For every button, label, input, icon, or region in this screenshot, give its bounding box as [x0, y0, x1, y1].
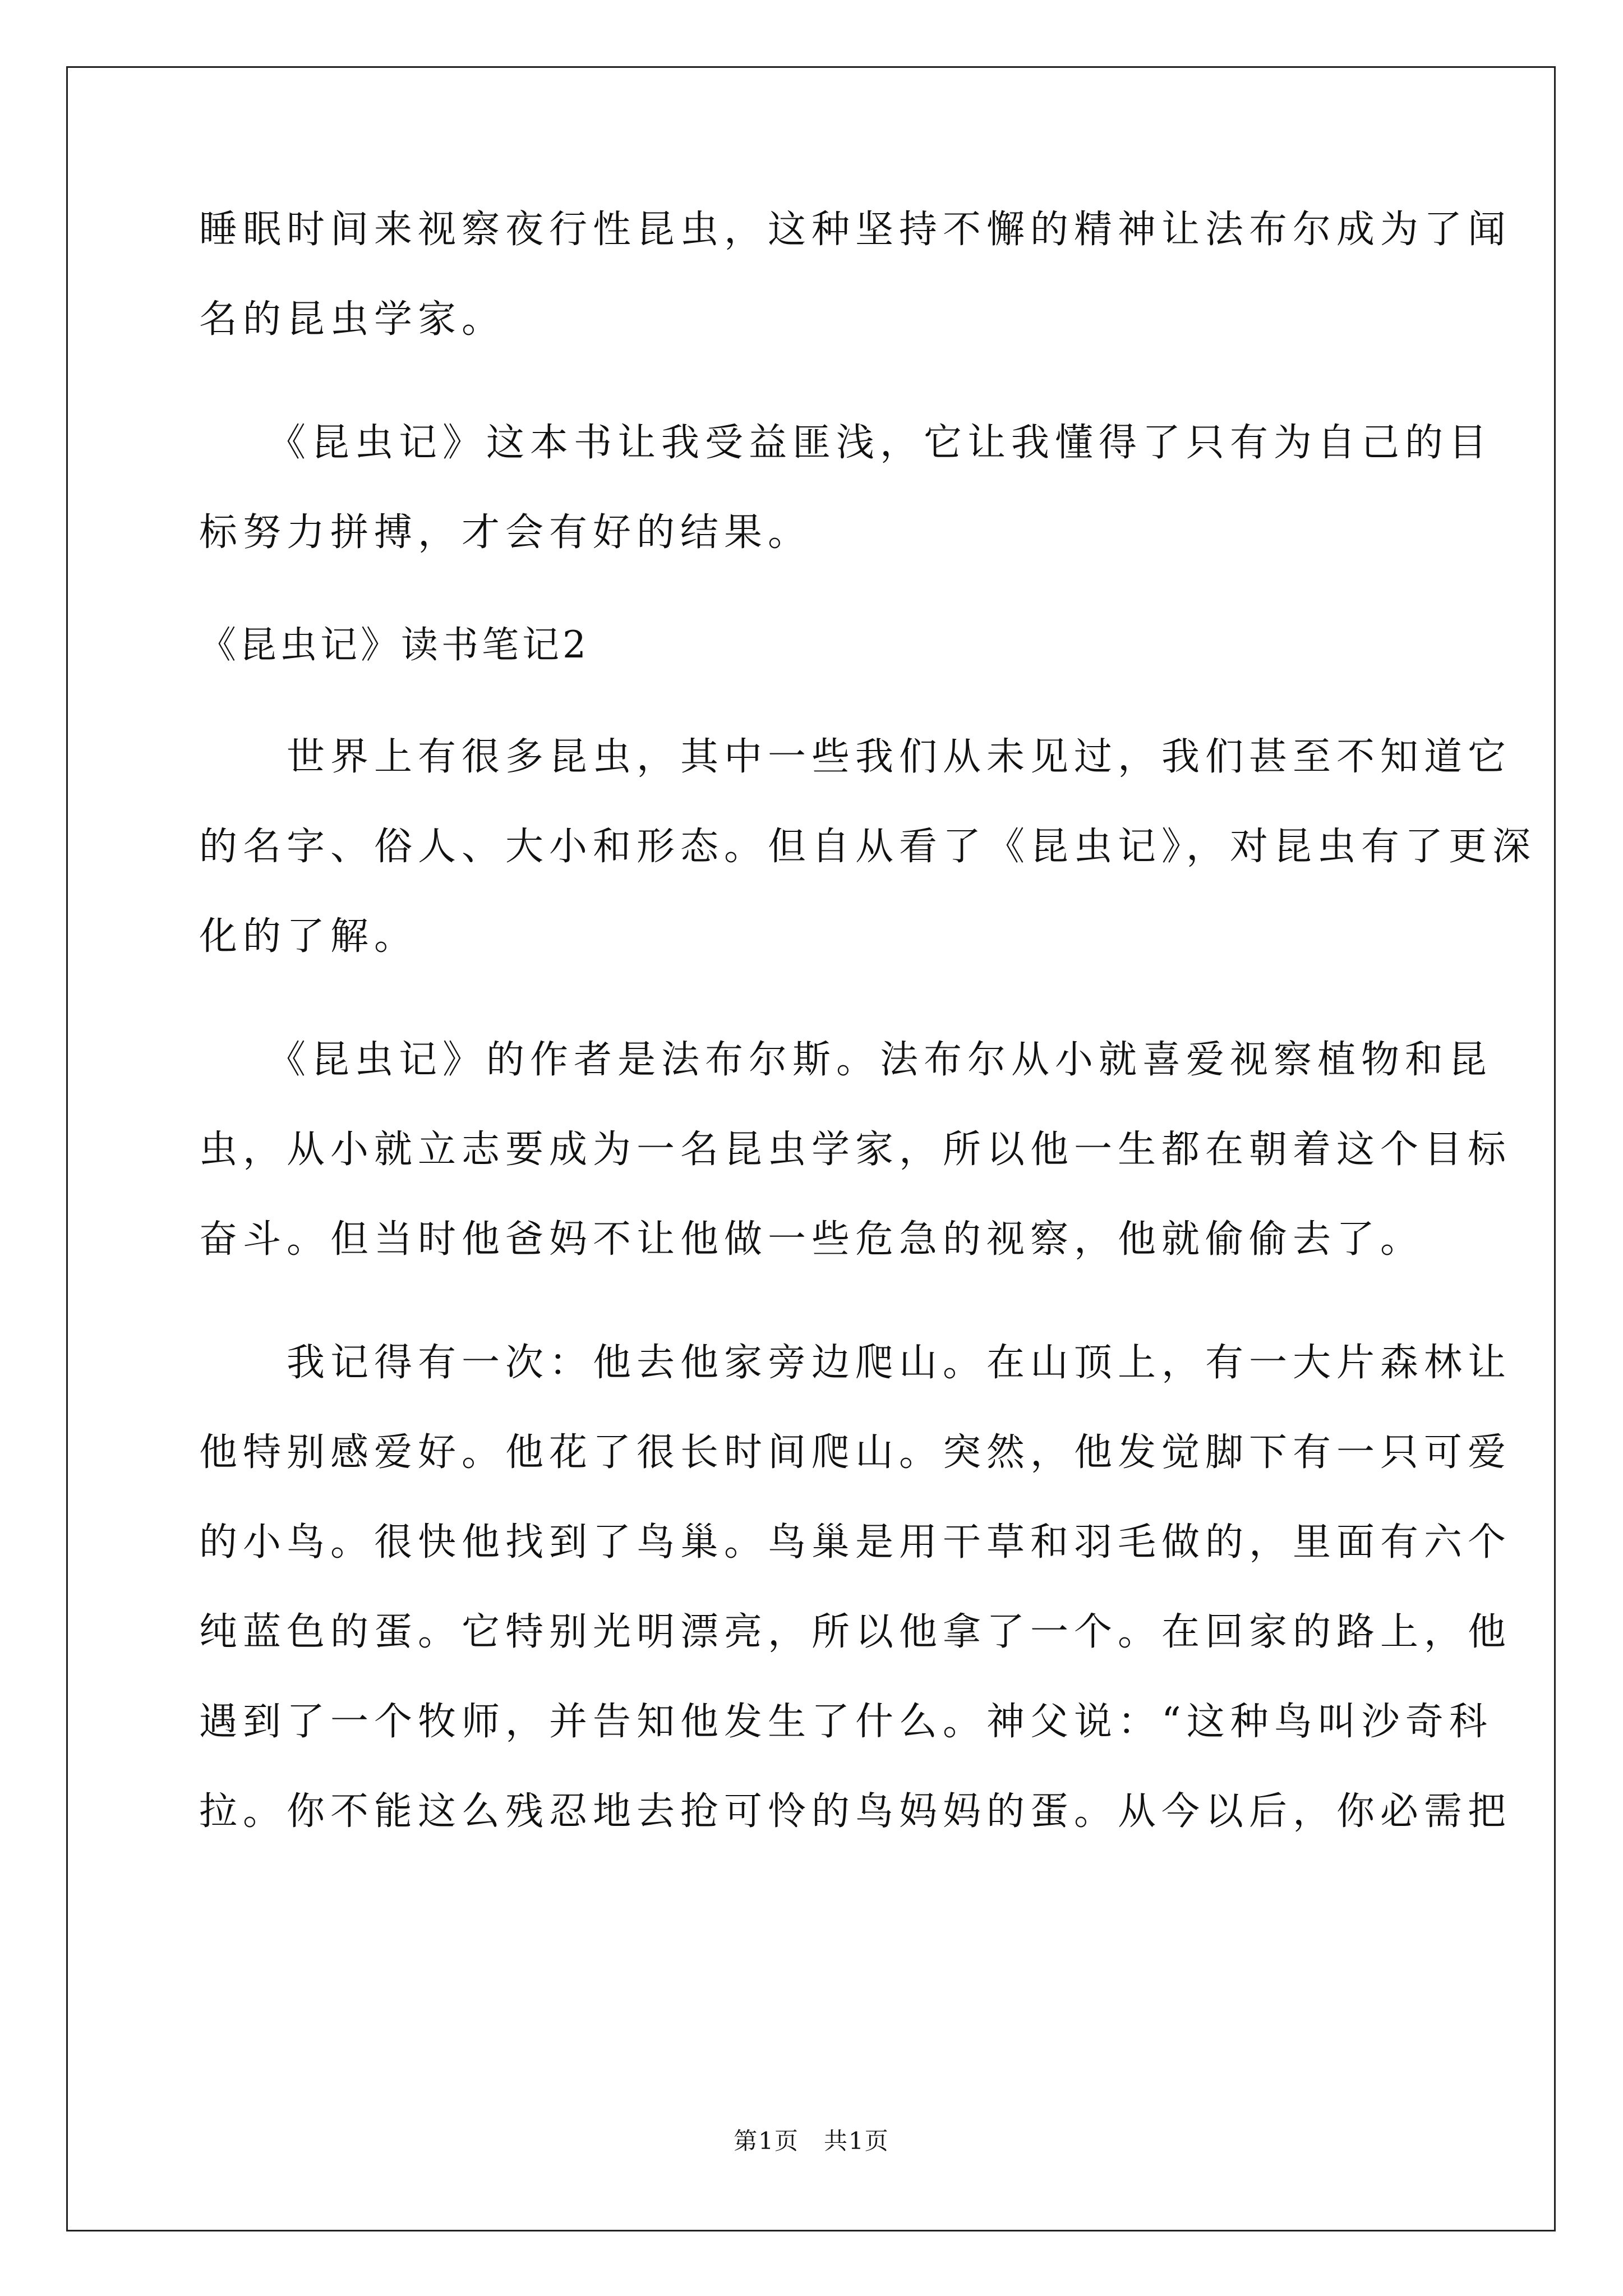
page-footer: 第1页 共1页 — [734, 2127, 889, 2155]
text-line: 睡眠时间来视察夜行性昆虫，这种坚持不懈的精神让法布尔成为了闻 — [199, 208, 1512, 252]
text-line: 他特别感爱好。他花了很长时间爬山。突然，他发觉脚下有一只可爱 — [199, 1430, 1512, 1475]
text-line: 《昆虫记》的作者是法布尔斯。法布尔从小就喜爱视察植物和昆 — [199, 1038, 1493, 1082]
section-heading: 《昆虫记》读书笔记2 — [199, 623, 589, 666]
text-line: 化的了解。 — [199, 914, 418, 959]
text-line: 遇到了一个牧师，并告知他发生了什么。神父说：“这种鸟叫沙奇科 — [199, 1700, 1493, 1744]
text-line: 的名字、俗人、大小和形态。但自从看了《昆虫记》，对昆虫有了更深 — [199, 825, 1537, 869]
text-line: 的小鸟。很快他找到了鸟巢。鸟巢是用干草和羽毛做的，里面有六个 — [199, 1520, 1512, 1565]
text-line: 标努力拼搏，才会有好的结果。 — [199, 510, 812, 555]
text-line: 名的昆虫学家。 — [199, 297, 506, 342]
text-line: 我记得有一次：他去他家旁边爬山。在山顶上，有一大片森林让 — [199, 1341, 1512, 1385]
text-line: 拉。你不能这么残忍地去抢可怜的鸟妈妈的蛋。从今以后，你必需把 — [199, 1789, 1512, 1834]
text-line: 《昆虫记》这本书让我受益匪浅，它让我懂得了只有为自己的目 — [199, 421, 1493, 465]
text-line: 虫，从小就立志要成为一名昆虫学家，所以他一生都在朝着这个目标 — [199, 1128, 1512, 1172]
text-line: 世界上有很多昆虫，其中一些我们从未见过，我们甚至不知道它 — [199, 735, 1512, 779]
text-line: 奋斗。但当时他爸妈不让他做一些危急的视察，他就偷偷去了。 — [199, 1217, 1424, 1262]
text-line: 纯蓝色的蛋。它特别光明漂亮，所以他拿了一个。在回家的路上，他 — [199, 1610, 1512, 1654]
